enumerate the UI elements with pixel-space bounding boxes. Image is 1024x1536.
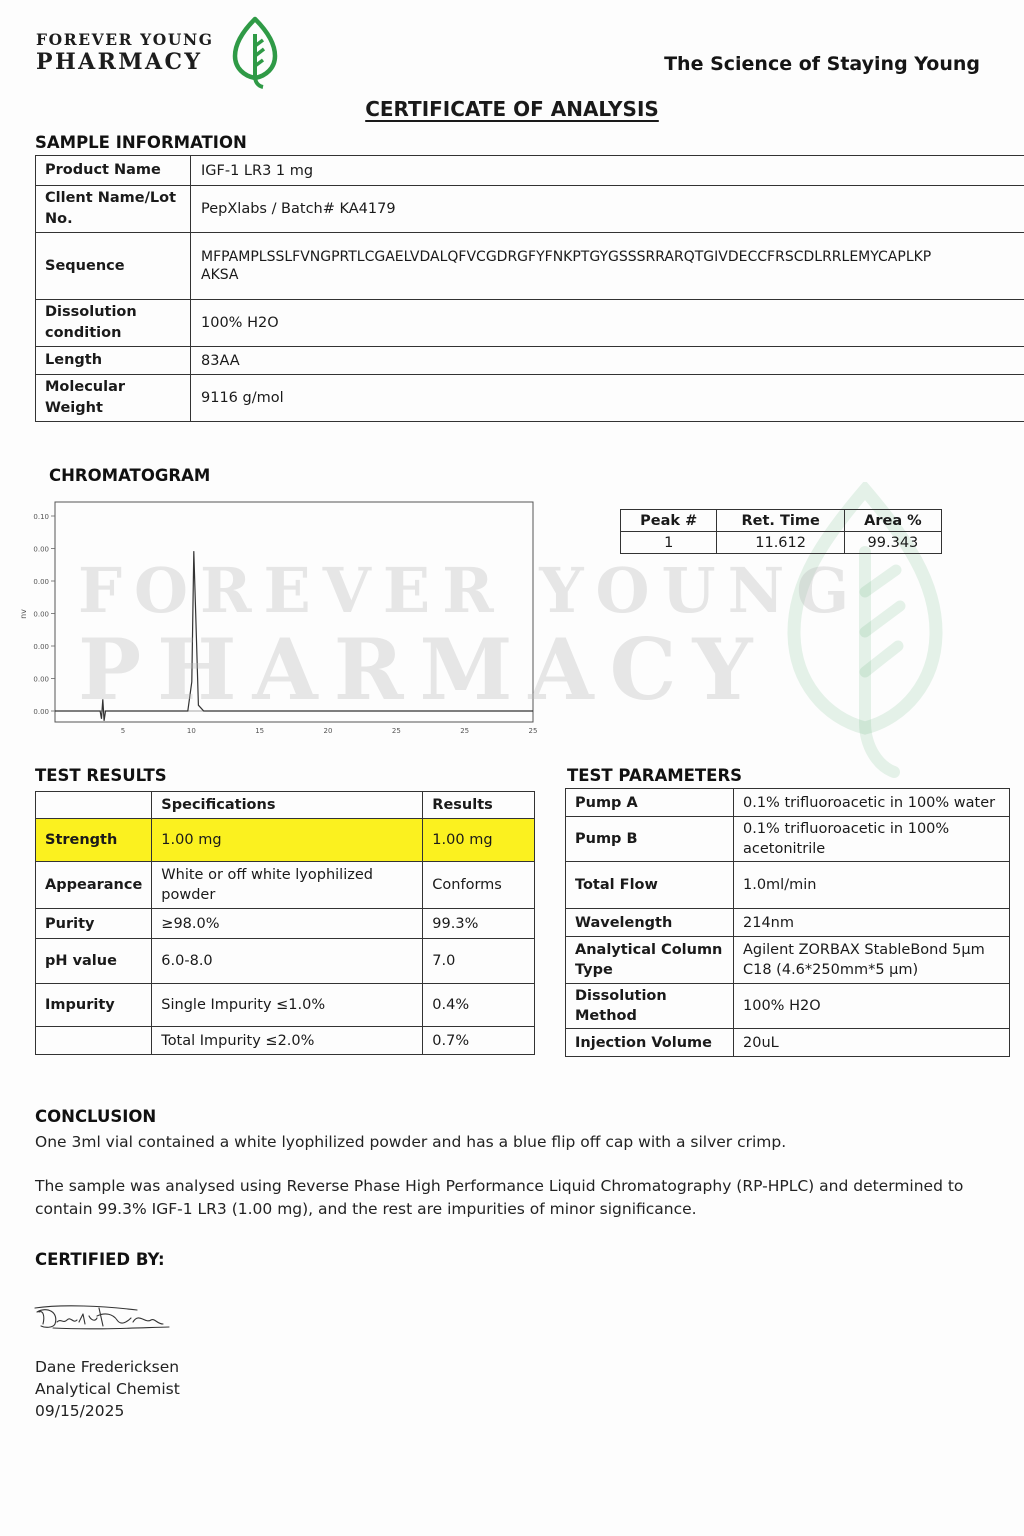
watermark-line-1: FOREVER YOUNG [78, 554, 862, 627]
conclusion-paragraph-2: The sample was analysed using Reverse Phase High Performance Liquid Chromatography (RP-HPLC) and determined to contain 99.3% IGF-1 LR3 (1.00 mg), and the rest are impurities of minor significance. [35, 1177, 964, 1218]
peak-table-header: Peak # [621, 510, 717, 532]
param-value: 0.1% trifluoroacetic in 100% acetonitrile [734, 817, 1010, 862]
sample-information-heading: SAMPLE INFORMATION [35, 133, 247, 152]
dissolution-label: Dissolution condition [36, 300, 191, 347]
results-spec: Total Impurity ≤2.0% [152, 1027, 423, 1055]
results-row-label: pH value [36, 939, 152, 984]
signer-name: Dane Fredericksen [35, 1358, 180, 1376]
param-value: 1.0ml/min [734, 862, 1010, 909]
x-tick-label: 10 [186, 727, 196, 735]
param-value: Agilent ZORBAX StableBond 5μm C18 (4.6*250mm*5 μm) [734, 937, 1010, 984]
param-value: 214nm [734, 909, 1010, 937]
results-header [36, 792, 152, 819]
certification-date: 09/15/2025 [35, 1402, 125, 1420]
x-tick-label: 25 [460, 727, 470, 735]
y-tick-label: 0.00 [33, 708, 49, 716]
length-label: Length [36, 347, 191, 375]
results-value: 99.3% [423, 909, 535, 939]
results-header: Results [423, 792, 535, 819]
x-tick-label: 20 [323, 727, 333, 735]
logo-line-2: PHARMACY [36, 48, 203, 75]
peak-table-cell: 11.612 [717, 532, 844, 554]
y-tick-label: 0.00 [33, 610, 49, 619]
peak-table-cell: 1 [621, 532, 717, 554]
param-label: Injection Volume [566, 1029, 734, 1057]
param-value: 0.1% trifluoroacetic in 100% water [734, 789, 1010, 817]
results-row-label: Strength [36, 819, 152, 862]
y-axis-label: nv [19, 609, 28, 619]
peak-table-header: Ret. Time [717, 510, 844, 532]
certified-by-heading: CERTIFIED BY: [35, 1250, 165, 1269]
param-label: Wavelength [566, 909, 734, 937]
product-name-label: Product Name [36, 156, 191, 186]
results-row-label: Appearance [36, 862, 152, 909]
leaf-logo-icon [232, 16, 278, 90]
peak-table-cell: 99.343 [844, 532, 941, 554]
results-value: 0.7% [423, 1027, 535, 1055]
client-lot-label: Cllent Name/Lot No. [36, 186, 191, 233]
x-tick-label: 5 [120, 727, 126, 735]
results-spec: 1.00 mg [152, 819, 423, 862]
y-tick-label: 0.00 [33, 643, 49, 651]
peak-table-header: Area % [844, 510, 941, 532]
peak-table [620, 509, 942, 554]
tagline: The Science of Staying Young [664, 53, 980, 75]
dissolution-value: 100% H2O [191, 300, 1024, 347]
results-header: Specifications [152, 792, 423, 819]
y-tick-label: 0.00 [33, 545, 49, 554]
client-lot-value: PepXlabs / Batch# KA4179 [191, 186, 1024, 233]
test-results-heading: TEST RESULTS [35, 766, 167, 785]
results-value: Conforms [423, 862, 535, 909]
results-row-label [36, 1027, 152, 1055]
param-value: 100% H2O [734, 984, 1010, 1029]
plot-area [55, 502, 533, 722]
logo-line-1: FOREVER YOUNG [36, 30, 214, 49]
results-row-label: Purity [36, 909, 152, 939]
sample-information-table [35, 155, 1024, 422]
chromatogram-chart [14, 492, 554, 742]
x-tick-label: 25 [528, 727, 538, 735]
results-row-label: Impurity [36, 984, 152, 1027]
results-value: 1.00 mg [423, 819, 535, 862]
param-label: Pump B [566, 817, 734, 862]
test-results-table [35, 791, 535, 1055]
signer-role: Analytical Chemist [35, 1380, 180, 1398]
watermark-line-2: PHARMACY [78, 620, 769, 719]
y-tick-label: 0.00 [33, 675, 49, 684]
x-tick-label: 15 [255, 727, 265, 735]
results-value: 0.4% [423, 984, 535, 1027]
results-spec: White or off white lyophilized powder [152, 862, 423, 909]
brand-logo-text [36, 32, 214, 73]
sequence-label: Sequence [36, 233, 191, 300]
y-tick-label: 0.00 [33, 578, 49, 586]
conclusion-paragraph-1: One 3ml vial contained a white lyophilized powder and has a blue flip off cap with a silver crimp. [35, 1133, 787, 1151]
molecular-weight-value: 9116 g/mol [191, 375, 1024, 422]
document-title: CERTIFICATE OF ANALYSIS [365, 97, 659, 121]
param-label: Total Flow [566, 862, 734, 909]
param-label: Pump A [566, 789, 734, 817]
conclusion-heading: CONCLUSION [35, 1107, 157, 1126]
results-value: 7.0 [423, 939, 535, 984]
molecular-weight-label: Molecular Weight [36, 375, 191, 422]
signature-image [33, 1302, 173, 1338]
param-value: 20uL [734, 1029, 1010, 1057]
results-spec: 6.0-8.0 [152, 939, 423, 984]
results-spec: Single Impurity ≤1.0% [152, 984, 423, 1027]
param-label: Dissolution Method [566, 984, 734, 1029]
x-tick-label: 25 [391, 727, 401, 735]
results-spec: ≥98.0% [152, 909, 423, 939]
test-parameters-heading: TEST PARAMETERS [567, 766, 743, 785]
chromatogram-heading: CHROMATOGRAM [49, 466, 211, 485]
y-tick-label: 0.10 [33, 513, 49, 521]
test-parameters-table [565, 788, 1010, 1057]
param-label: Analytical Column Type [566, 937, 734, 984]
length-value: 83AA [191, 347, 1024, 375]
product-name-value: IGF-1 LR3 1 mg [191, 156, 1024, 186]
sequence-value: MFPAMPLSSLFVNGPRTLCGAELVDALQFVCGDRGFYFNKPTGYGSSSRRARQTGIVDECCFRSCDLRRLEMYCAPLKPAKSA [201, 249, 932, 283]
signer-block [35, 1356, 180, 1422]
